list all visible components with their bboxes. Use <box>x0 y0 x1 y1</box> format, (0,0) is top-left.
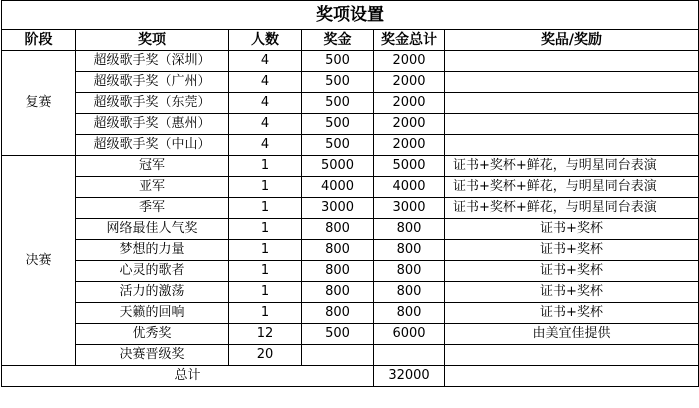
prize-cell: 500 <box>302 135 374 156</box>
header-award: 奖项 <box>76 30 229 51</box>
reward-cell: 证书+奖杯+鲜花，与明星同台表演 <box>445 177 699 198</box>
table-row <box>2 282 699 303</box>
total-cell: 5000 <box>374 156 445 177</box>
award-cell: 梦想的力量 <box>76 240 229 261</box>
count-cell: 4 <box>229 51 302 72</box>
prize-cell: 800 <box>302 261 374 282</box>
prize-cell: 500 <box>302 324 374 345</box>
table-row <box>2 177 699 198</box>
award-cell: 季军 <box>76 198 229 219</box>
reward-cell <box>445 114 699 135</box>
count-cell: 1 <box>229 156 302 177</box>
table-row <box>2 303 699 324</box>
reward-cell: 证书+奖杯 <box>445 282 699 303</box>
prize-cell: 4000 <box>302 177 374 198</box>
reward-cell: 证书+奖杯+鲜花，与明星同台表演 <box>445 156 699 177</box>
table-row <box>2 324 699 345</box>
award-cell: 冠军 <box>76 156 229 177</box>
total-cell: 800 <box>374 240 445 261</box>
total-cell: 800 <box>374 261 445 282</box>
reward-cell: 证书+奖杯 <box>445 240 699 261</box>
award-cell: 超级歌手奖（广州） <box>76 72 229 93</box>
table-row <box>2 240 699 261</box>
table-row <box>2 72 699 93</box>
reward-cell: 由美宜佳提供 <box>445 324 699 345</box>
awards-table <box>1 0 699 387</box>
table-row <box>2 51 699 72</box>
prize-cell: 800 <box>302 303 374 324</box>
total-cell: 800 <box>374 219 445 240</box>
table-body <box>2 51 699 366</box>
award-cell: 决赛晋级奖 <box>76 345 229 366</box>
award-cell: 超级歌手奖（深圳） <box>76 51 229 72</box>
prize-cell <box>302 345 374 366</box>
prize-cell: 800 <box>302 219 374 240</box>
prize-cell: 5000 <box>302 156 374 177</box>
count-cell: 1 <box>229 177 302 198</box>
count-cell: 12 <box>229 324 302 345</box>
count-cell: 4 <box>229 93 302 114</box>
count-cell: 20 <box>229 345 302 366</box>
total-cell: 6000 <box>374 324 445 345</box>
count-cell: 1 <box>229 219 302 240</box>
header-count: 人数 <box>229 30 302 51</box>
summary-row <box>2 366 699 387</box>
award-cell: 亚军 <box>76 177 229 198</box>
table-row <box>2 93 699 114</box>
award-cell: 天籁的回响 <box>76 303 229 324</box>
reward-cell <box>445 51 699 72</box>
count-cell: 1 <box>229 282 302 303</box>
total-cell: 4000 <box>374 177 445 198</box>
reward-cell: 证书+奖杯 <box>445 219 699 240</box>
prize-cell: 500 <box>302 114 374 135</box>
stage-cell: 复赛 <box>2 51 76 156</box>
table-row <box>2 114 699 135</box>
header-total: 奖金总计 <box>374 30 445 51</box>
award-cell: 超级歌手奖（惠州） <box>76 114 229 135</box>
prize-cell: 3000 <box>302 198 374 219</box>
stage-cell: 决赛 <box>2 156 76 366</box>
reward-cell <box>445 345 699 366</box>
table-row <box>2 156 699 177</box>
count-cell: 4 <box>229 135 302 156</box>
prize-cell: 500 <box>302 51 374 72</box>
header-reward: 奖品/奖励 <box>445 30 699 51</box>
prize-cell: 500 <box>302 72 374 93</box>
total-cell: 2000 <box>374 72 445 93</box>
count-cell: 4 <box>229 114 302 135</box>
table-row <box>2 135 699 156</box>
summary-empty-cell <box>445 366 699 387</box>
prize-cell: 800 <box>302 240 374 261</box>
header-prize: 奖金 <box>302 30 374 51</box>
award-cell: 心灵的歌者 <box>76 261 229 282</box>
prize-cell: 500 <box>302 93 374 114</box>
count-cell: 4 <box>229 72 302 93</box>
award-cell: 超级歌手奖（东莞） <box>76 93 229 114</box>
summary-grand-total: 32000 <box>374 366 445 387</box>
table-row <box>2 345 699 366</box>
count-cell: 1 <box>229 303 302 324</box>
total-cell: 2000 <box>374 135 445 156</box>
reward-cell: 证书+奖杯 <box>445 261 699 282</box>
award-cell: 优秀奖 <box>76 324 229 345</box>
reward-cell <box>445 93 699 114</box>
total-cell: 2000 <box>374 114 445 135</box>
reward-cell <box>445 72 699 93</box>
total-cell: 800 <box>374 303 445 324</box>
total-cell: 2000 <box>374 51 445 72</box>
award-cell: 超级歌手奖（中山） <box>76 135 229 156</box>
prize-cell: 800 <box>302 282 374 303</box>
total-cell <box>374 345 445 366</box>
table-row <box>2 198 699 219</box>
count-cell: 1 <box>229 240 302 261</box>
table-title: 奖项设置 <box>2 1 699 30</box>
table-row <box>2 219 699 240</box>
table-row <box>2 261 699 282</box>
total-cell: 2000 <box>374 93 445 114</box>
award-cell: 网络最佳人气奖 <box>76 219 229 240</box>
count-cell: 1 <box>229 198 302 219</box>
reward-cell: 证书+奖杯 <box>445 303 699 324</box>
header-stage: 阶段 <box>2 30 76 51</box>
reward-cell <box>445 135 699 156</box>
reward-cell: 证书+奖杯+鲜花，与明星同台表演 <box>445 198 699 219</box>
award-cell: 活力的激荡 <box>76 282 229 303</box>
total-cell: 3000 <box>374 198 445 219</box>
count-cell: 1 <box>229 261 302 282</box>
total-cell: 800 <box>374 282 445 303</box>
summary-label: 总计 <box>2 366 374 387</box>
